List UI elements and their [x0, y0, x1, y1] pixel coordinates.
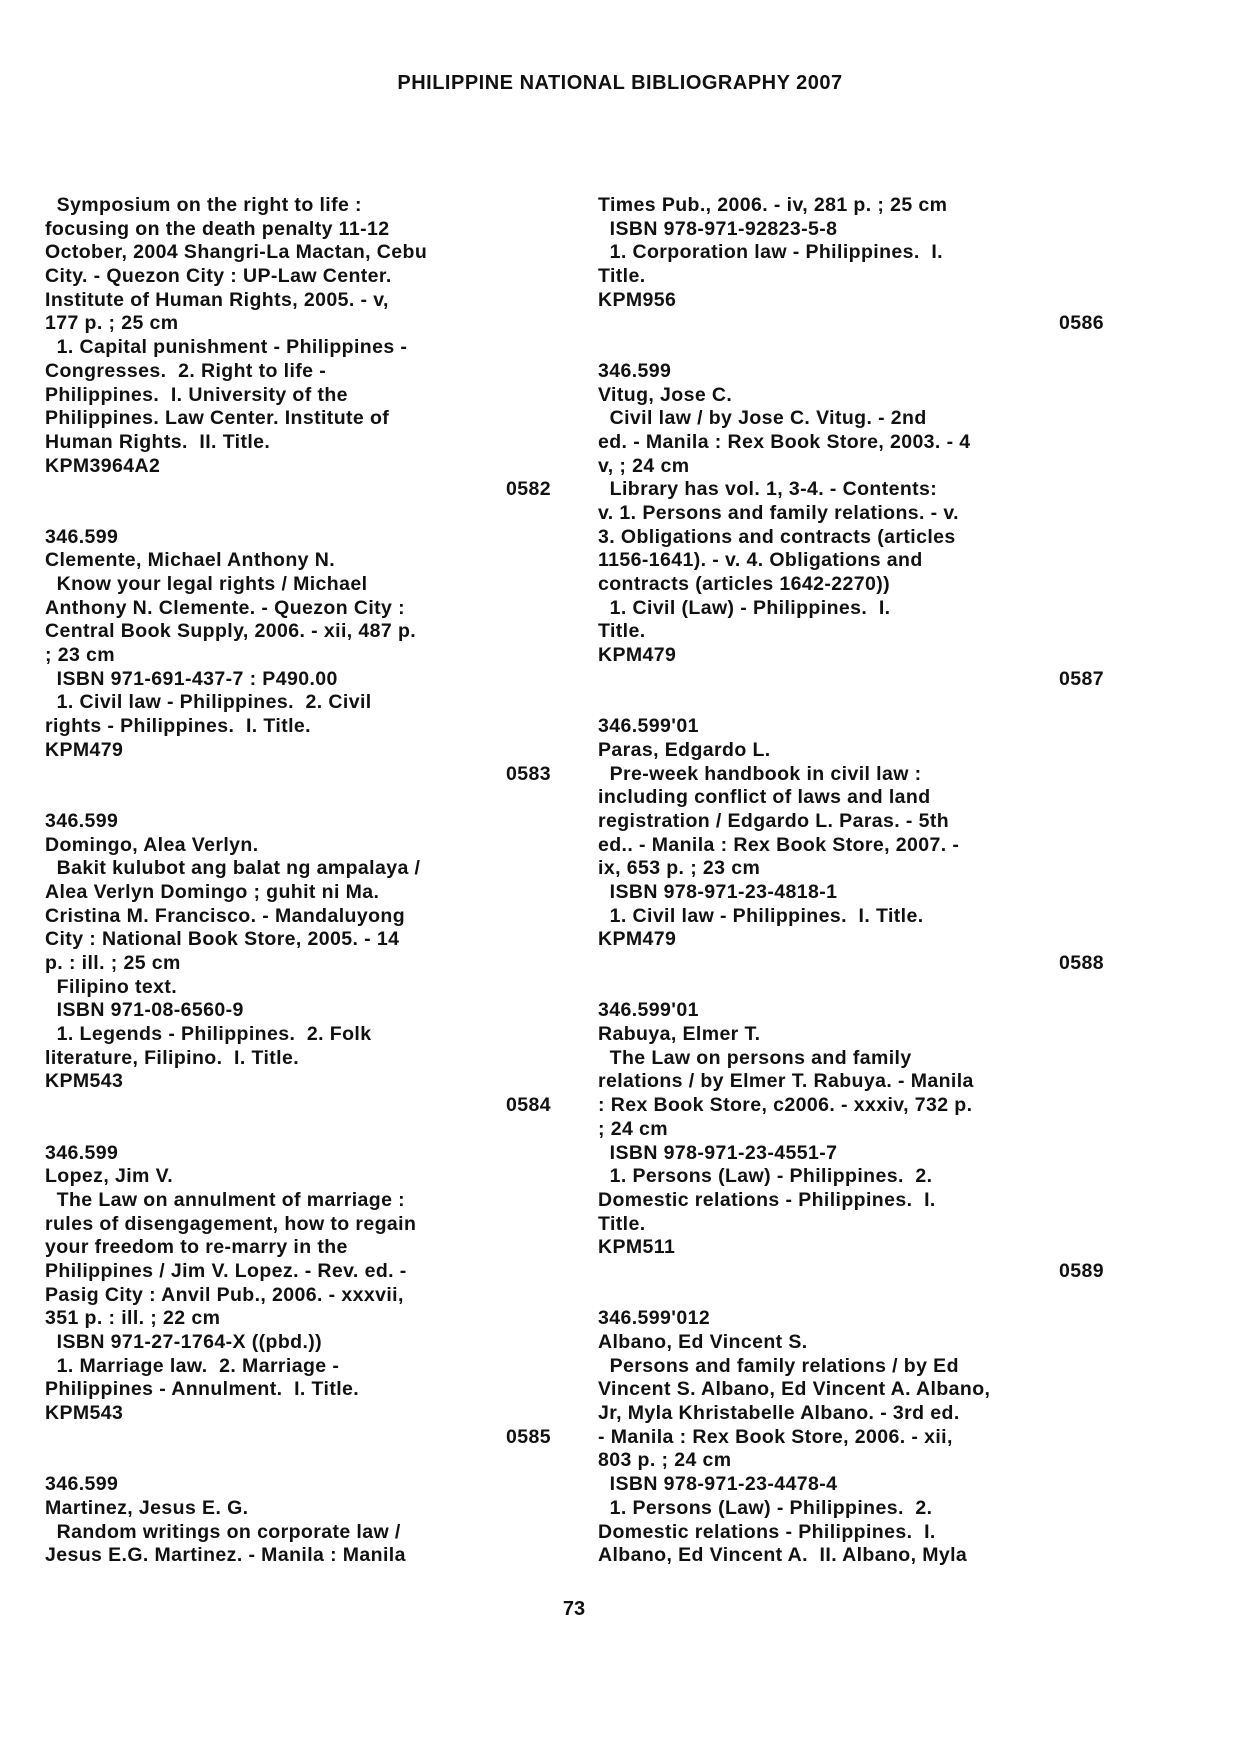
text-line: 346.599: [45, 809, 119, 832]
text-line: [598, 976, 1104, 1000]
text-line: ISBN 978-971-23-4551-7: [598, 1141, 838, 1164]
text-line: 346.599: [45, 525, 119, 548]
text-line: rights - Philippines. I. Title.: [45, 715, 311, 738]
text-line: KPM543: [45, 1070, 124, 1093]
text-line: City : National Book Store, 2005. - 14: [45, 928, 400, 951]
text-line: : Rex Book Store, c2006. - xxxiv, 732 p.: [598, 1094, 973, 1117]
right-column: [598, 194, 1104, 1568]
text-line: ISBN 978-971-92823-5-8: [598, 217, 838, 240]
text-line: Times Pub., 2006. - iv, 281 p. ; 25 cm: [598, 194, 948, 216]
text-line: Symposium on the right to life :: [45, 194, 362, 216]
text-line: [598, 1284, 1104, 1308]
text-line: rules of disengagement, how to regain: [45, 1212, 417, 1235]
text-line: [598, 691, 1104, 715]
text-line: [45, 1449, 551, 1473]
text-line: Cristina M. Francisco. - Mandaluyong: [45, 904, 406, 927]
text-line: Philippines - Annulment. I. Title.: [45, 1378, 360, 1401]
text-line: [598, 336, 1104, 360]
text-line: Central Book Supply, 2006. - xii, 487 p.: [45, 620, 417, 643]
text-line: contracts (articles 1642-2270)): [598, 573, 891, 595]
text-line: KPM3964A2: [45, 454, 161, 477]
text-line: Albano, Ed Vincent A. II. Albano, Myla: [598, 1544, 968, 1567]
text-line: Jr, Myla Khristabelle Albano. - 3rd ed.: [598, 1402, 960, 1425]
entry-number: 0589: [1059, 1259, 1104, 1282]
page-header: PHILIPPINE NATIONAL BIBLIOGRAPHY 2007: [397, 72, 843, 94]
text-line: Random writings on corporate law /: [45, 1520, 401, 1543]
entry-number: 0586: [1059, 312, 1104, 335]
text-line: 1. Corporation law - Philippines. I.: [598, 241, 943, 264]
text-line: 346.599'01: [598, 715, 699, 738]
text-line: Title.: [598, 1212, 646, 1235]
text-line: Anthony N. Clemente. - Quezon City :: [45, 596, 405, 619]
entry-number: 0584: [506, 1094, 551, 1117]
left-column: [45, 194, 551, 1568]
text-line: Filipino text.: [45, 975, 178, 998]
text-line: focusing on the death penalty 11-12: [45, 217, 390, 240]
text-line: ISBN 971-27-1764-X ((pbd.)): [45, 1331, 323, 1353]
text-line: 1. Capital punishment - Philippines -: [45, 336, 408, 359]
text-line: Philippines. I. University of the: [45, 383, 348, 406]
text-line: Library has vol. 1, 3-4. - Contents:: [598, 478, 938, 501]
text-line: - Manila : Rex Book Store, 2006. - xii,: [598, 1425, 953, 1448]
text-line: Title.: [598, 265, 646, 288]
text-line: 346.599: [45, 1473, 119, 1496]
text-line: 1156-1641). - v. 4. Obligations and: [598, 549, 923, 572]
text-line: your freedom to re-marry in the: [45, 1236, 348, 1259]
entry-number: 0585: [506, 1425, 551, 1448]
text-line: Vincent S. Albano, Ed Vincent A. Albano,: [598, 1378, 991, 1401]
text-line: Bakit kulubot ang balat ng ampalaya /: [45, 857, 421, 880]
text-line: ; 23 cm: [45, 644, 116, 667]
text-line: Lopez, Jim V.: [45, 1165, 174, 1188]
text-line: ISBN 978-971-23-4478-4: [598, 1473, 838, 1496]
text-line: 1. Legends - Philippines. 2. Folk: [45, 1023, 372, 1046]
text-line: [45, 502, 551, 526]
text-line: ed.. - Manila : Rex Book Store, 2007. -: [598, 833, 960, 856]
text-line: KPM479: [598, 928, 677, 951]
text-line: Persons and family relations / by Ed: [598, 1354, 959, 1377]
text-line: ; 24 cm: [598, 1117, 669, 1140]
text-line: 1. Marriage law. 2. Marriage -: [45, 1354, 340, 1377]
text-line: 1. Persons (Law) - Philippines. 2.: [598, 1165, 933, 1188]
text-line: The Law on annulment of marriage :: [45, 1188, 406, 1211]
text-line: KPM511: [598, 1236, 676, 1259]
text-line: The Law on persons and family: [598, 1046, 912, 1069]
text-line: Domestic relations - Philippines. I.: [598, 1188, 936, 1211]
text-line: Know your legal rights / Michael: [45, 573, 368, 595]
text-line: Domestic relations - Philippines. I.: [598, 1520, 936, 1543]
text-line: Vitug, Jose C.: [598, 383, 733, 406]
text-line: KPM543: [45, 1402, 124, 1425]
text-line: Clemente, Michael Anthony N.: [45, 549, 336, 572]
text-line: Pasig City : Anvil Pub., 2006. - xxxvii,: [45, 1283, 404, 1306]
entry-number: 0588: [1059, 952, 1104, 974]
entry-number: 0583: [506, 762, 551, 785]
entry-number: 0582: [506, 478, 551, 501]
text-line: Philippines / Jim V. Lopez. - Rev. ed. -: [45, 1259, 407, 1282]
text-line: ISBN 971-691-437-7 : P490.00: [45, 667, 338, 690]
entry-number: 0587: [1059, 667, 1104, 690]
text-line: KPM479: [598, 644, 677, 667]
text-line: Rabuya, Elmer T.: [598, 1023, 761, 1046]
text-line: 1. Civil law - Philippines. 2. Civil: [45, 691, 372, 714]
text-line: 3. Obligations and contracts (articles: [598, 525, 956, 548]
text-line: Title.: [598, 620, 646, 643]
text-line: v. 1. Persons and family relations. - v.: [598, 501, 959, 524]
text-line: ed. - Manila : Rex Book Store, 2003. - 4: [598, 430, 971, 453]
text-line: 803 p. ; 24 cm: [598, 1449, 732, 1472]
text-line: KPM479: [45, 738, 124, 761]
text-line: Philippines. Law Center. Institute of: [45, 407, 390, 430]
text-line: 346.599'012: [598, 1307, 711, 1330]
text-line: 346.599: [45, 1141, 119, 1164]
text-line: 1. Civil (Law) - Philippines. I.: [598, 596, 891, 619]
text-line: p. : ill. ; 25 cm: [45, 952, 181, 974]
text-line: Jesus E.G. Martinez. - Manila : Manila: [45, 1544, 406, 1567]
text-line: October, 2004 Shangri-La Mactan, Cebu: [45, 241, 428, 264]
text-line: [45, 1118, 551, 1142]
text-line: Congresses. 2. Right to life -: [45, 359, 327, 382]
text-line: Civil law / by Jose C. Vitug. - 2nd: [598, 407, 927, 430]
text-line: 1. Civil law - Philippines. I. Title.: [598, 904, 924, 927]
text-line: Human Rights. II. Title.: [45, 430, 271, 453]
text-line: 346.599: [598, 359, 672, 382]
text-line: 351 p. : ill. ; 22 cm: [45, 1307, 221, 1330]
text-line: Albano, Ed Vincent S.: [598, 1331, 808, 1353]
text-line: Paras, Edgardo L.: [598, 738, 771, 761]
text-line: City. - Quezon City : UP-Law Center.: [45, 265, 392, 288]
text-line: Pre-week handbook in civil law :: [598, 762, 922, 785]
text-line: literature, Filipino. I. Title.: [45, 1046, 300, 1069]
text-line: Domingo, Alea Verlyn.: [45, 833, 259, 856]
text-line: KPM956: [598, 288, 677, 311]
text-line: 346.599'01: [598, 999, 699, 1022]
text-line: registration / Edgardo L. Paras. - 5th: [598, 809, 950, 832]
text-line: ix, 653 p. ; 23 cm: [598, 857, 761, 880]
text-line: v, ; 24 cm: [598, 454, 690, 477]
text-line: 1. Persons (Law) - Philippines. 2.: [598, 1496, 933, 1519]
text-line: 177 p. ; 25 cm: [45, 312, 179, 335]
text-line: including conflict of laws and land: [598, 786, 931, 809]
text-line: Martinez, Jesus E. G.: [45, 1496, 249, 1519]
text-line: ISBN 971-08-6560-9: [45, 999, 244, 1022]
text-line: [45, 786, 551, 810]
text-line: Institute of Human Rights, 2005. - v,: [45, 288, 389, 311]
page-number: 73: [562, 1598, 586, 1620]
text-line: relations / by Elmer T. Rabuya. - Manila: [598, 1070, 974, 1093]
text-line: Alea Verlyn Domingo ; guhit ni Ma.: [45, 880, 380, 903]
text-line: ISBN 978-971-23-4818-1: [598, 880, 838, 903]
